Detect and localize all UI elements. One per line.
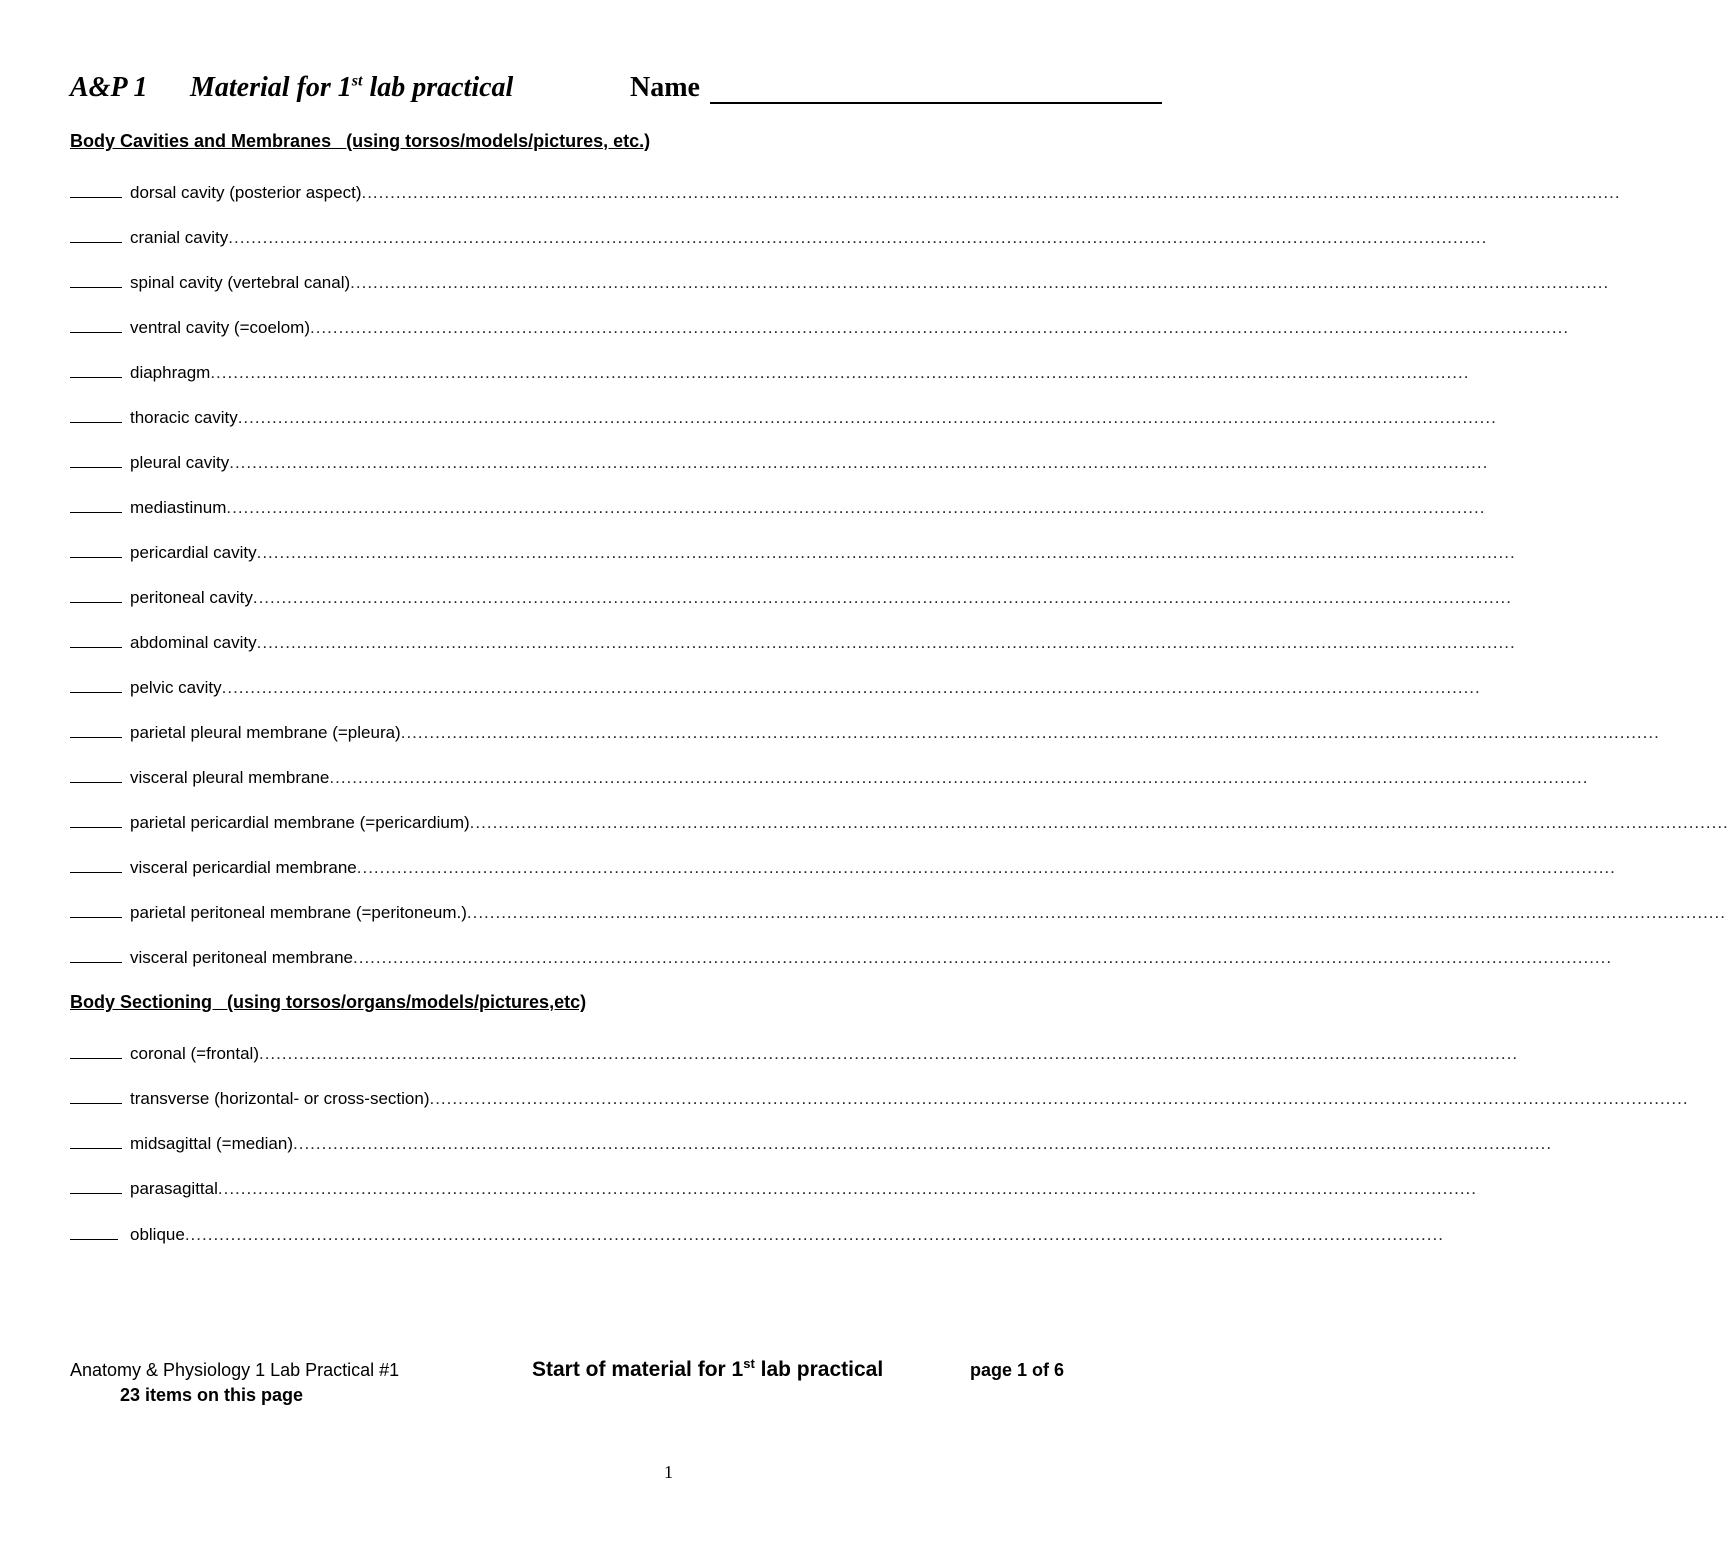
answer-blank [70,855,122,873]
list-item [70,540,1516,566]
title-row [70,72,1165,112]
page-number: 1 [664,1462,673,1482]
practical-title-suffix: lab practical [362,72,514,103]
list-item [70,900,1726,926]
item-label: parietal pericardial membrane (=pericardium) [130,813,470,832]
answer-blank [70,810,122,828]
dot-leader: ............................................................................................................................................................................................................................ [309,318,1570,337]
item-label: visceral peritoneal membrane [130,948,353,967]
list-item [70,675,1481,701]
item-label: parasagittal [130,1179,218,1198]
answer-blank [70,630,122,648]
answer-blank [70,675,122,693]
footer-course: Anatomy & Physiology 1 Lab Practical #1 [70,1360,400,1380]
answer-blank [70,180,122,198]
dot-leader: ............................................................................................................................................................................................................................ [252,588,1512,607]
item-label: pelvic cavity [130,678,222,697]
list-item [70,225,1488,251]
list-item [70,945,1613,971]
dot-leader: ............................................................................................................................................................................................................................ [217,1179,1477,1198]
dot-leader: ............................................................................................................................................................................................................................ [256,633,1516,652]
dot-leader: ............................................................................................................................................................................................................................ [256,543,1516,562]
answer-blank [70,1041,122,1059]
list-item [70,495,1486,521]
list-item [70,405,1497,431]
answer-blank [70,315,122,333]
list-item [70,855,1616,881]
item-label: coronal (=frontal) [130,1044,259,1063]
item-label: pleural cavity [130,453,230,472]
item-label: parietal pleural membrane (=pleura) [130,723,401,742]
list-item [70,720,1660,746]
list-item [70,1086,1689,1112]
footer-start-note [532,1356,883,1382]
list-item [70,450,1489,476]
answer-blank [70,270,122,288]
item-label: transverse (horizontal- or cross-section) [130,1089,430,1108]
list-item [70,810,1729,836]
list-item [70,1131,1553,1157]
practical-title [190,72,513,104]
answer-blank [70,1222,118,1240]
section-heading-sectioning: Body Sectioning (using torsos/organs/models/pictures,etc) [70,992,587,1012]
dot-leader: ............................................................................................................................................................................................................................ [469,813,1729,832]
answer-blank [70,765,122,783]
list-item [70,360,1470,386]
practical-title-main: Material for 1 [190,72,352,103]
footer-page-of: page 1 of 6 [970,1360,1065,1380]
answer-blank [70,405,122,423]
item-label: visceral pericardial membrane [130,858,357,877]
dot-leader: ............................................................................................................................................................................................................................ [400,723,1660,742]
dot-leader: ............................................................................................................................................................................................................................ [229,453,1489,472]
answer-blank [70,225,122,243]
footer-item-count: 23 items on this page [120,1385,304,1405]
answer-blank [70,720,122,738]
answer-blank [70,945,122,963]
item-label: dorsal cavity (posterior aspect) [130,183,362,202]
answer-blank [70,450,122,468]
dot-leader: ............................................................................................................................................................................................................................ [353,948,1613,967]
item-label: thoracic cavity [130,408,238,427]
practical-title-sup: st [351,72,363,90]
list-item [70,270,1610,296]
item-label: peritoneal cavity [130,588,253,607]
item-label: visceral pleural membrane [130,768,330,787]
list-item [70,1222,1444,1248]
answer-blank [70,540,122,558]
dot-leader: ............................................................................................................................................................................................................................ [329,768,1589,787]
dot-leader: ............................................................................................................................................................................................................................ [226,498,1486,517]
item-label: ventral cavity (=coelom) [130,318,310,337]
list-item [70,1176,1477,1202]
footer-start-suffix: lab practical [754,1358,884,1381]
item-label: cranial cavity [130,228,229,247]
answer-blank [70,495,122,513]
section-heading-cavities: Body Cavities and Membranes (using torsos/models/pictures, etc.) [70,131,651,151]
list-item [70,585,1512,611]
name-blank-line [710,102,1162,104]
dot-leader: ............................................................................................................................................................................................................................ [361,183,1621,202]
list-item [70,630,1516,656]
answer-blank [70,360,122,378]
name-label: Name [630,72,700,103]
list-item [70,180,1621,206]
dot-leader: ............................................................................................................................................................................................................................ [466,903,1726,922]
answer-blank [70,1086,122,1104]
dot-leader: ............................................................................................................................................................................................................................ [237,408,1497,427]
list-item [70,315,1570,341]
course-title: A&P 1 [70,72,148,103]
answer-blank [70,900,122,918]
item-label: midsagittal (=median) [130,1134,293,1153]
item-label: mediastinum [130,498,227,517]
dot-leader: ............................................................................................................................................................................................................................ [210,363,1470,382]
dot-leader: ............................................................................................................................................................................................................................ [293,1134,1553,1153]
item-label: parietal peritoneal membrane (=peritoneum.) [130,903,467,922]
dot-leader: ............................................................................................................................................................................................................................ [184,1225,1444,1244]
list-item [70,765,1589,791]
footer-start-sup: st [743,1356,755,1371]
item-label: diaphragm [130,363,211,382]
dot-leader: ............................................................................................................................................................................................................................ [258,1044,1519,1063]
answer-blank [70,1176,122,1194]
dot-leader: ............................................................................................................................................................................................................................ [228,228,1488,247]
answer-blank [70,585,122,603]
answer-blank [70,1131,122,1149]
dot-leader: ............................................................................................................................................................................................................................ [221,678,1481,697]
item-label: abdominal cavity [130,633,257,652]
list-item [70,1041,1519,1067]
dot-leader: ............................................................................................................................................................................................................................ [350,273,1610,292]
item-label: oblique [130,1225,185,1244]
dot-leader: ............................................................................................................................................................................................................................ [429,1089,1689,1108]
item-label: spinal cavity (vertebral canal) [130,273,351,292]
dot-leader: ............................................................................................................................................................................................................................ [356,858,1616,877]
footer-start-main: Start of material for 1 [532,1358,744,1381]
item-label: pericardial cavity [130,543,257,562]
